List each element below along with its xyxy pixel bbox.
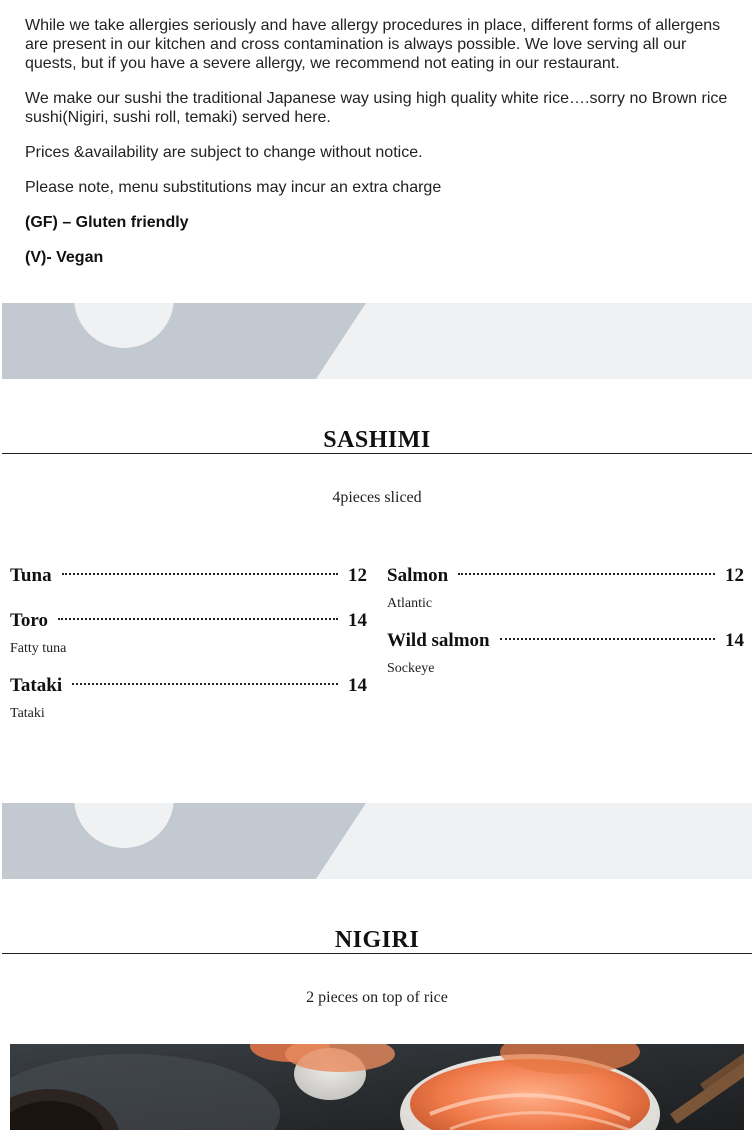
item-price: 12	[725, 565, 744, 586]
item-price: 14	[348, 675, 367, 696]
section-subtitle-nigiri: 2 pieces on top of rice	[306, 989, 448, 1006]
item-name: Tuna	[10, 565, 52, 586]
gluten-friendly-legend: (GF) – Gluten friendly	[25, 214, 189, 231]
section-divider	[2, 453, 752, 454]
sushi-photo-icon	[10, 1044, 744, 1130]
sashimi-left-column	[10, 565, 367, 734]
dot-leader	[58, 618, 338, 620]
item-price: 14	[725, 630, 744, 651]
item-price: 14	[348, 610, 367, 631]
sushi-photo	[10, 1044, 744, 1130]
section-title-sashimi: SASHIMI	[323, 427, 431, 453]
dot-leader	[458, 573, 715, 575]
menu-item	[387, 630, 744, 677]
decorative-banner	[2, 303, 752, 379]
menu-item	[10, 675, 367, 722]
dot-leader	[500, 638, 715, 640]
section-divider	[2, 953, 752, 954]
item-description: Tataki	[10, 706, 45, 721]
item-name: Wild salmon	[387, 630, 490, 651]
sashimi-right-column	[387, 565, 744, 689]
allergy-note: While we take allergies seriously and have allergy procedures in place, different forms of allergens are present in our kitchen and cross contamination is always possible. We love serving all our quests, but if you have a severe allergy, we recommend not eating in our restaurant.	[25, 17, 721, 72]
menu-item	[387, 565, 744, 612]
item-description: Fatty tuna	[10, 641, 67, 656]
item-description: Atlantic	[387, 596, 433, 611]
dot-leader	[72, 683, 338, 685]
menu-item	[10, 610, 367, 657]
banner-shape-icon	[2, 303, 752, 379]
item-description: Sockeye	[387, 661, 435, 676]
decorative-banner	[2, 803, 752, 879]
dot-leader	[62, 573, 338, 575]
section-title-nigiri: NIGIRI	[334, 927, 420, 953]
substitution-note: Please note, menu substitutions may incur an extra charge	[25, 179, 442, 196]
menu-item	[10, 565, 367, 587]
item-price: 12	[348, 565, 367, 586]
menu-notes	[0, 0, 754, 267]
price-note: Prices &availability are subject to change without notice.	[25, 144, 423, 161]
rice-note: We make our sushi the traditional Japanese way using high quality white rice….sorry no Brown rice sushi(Nigiri, sushi roll, temaki) served here.	[25, 90, 728, 126]
item-name: Toro	[10, 610, 49, 631]
item-name: Salmon	[387, 565, 449, 586]
vegan-legend: (V)- Vegan	[25, 249, 104, 266]
section-subtitle-sashimi: 4pieces sliced	[332, 489, 422, 506]
banner-shape-icon	[2, 803, 752, 879]
item-name: Tataki	[10, 675, 63, 696]
